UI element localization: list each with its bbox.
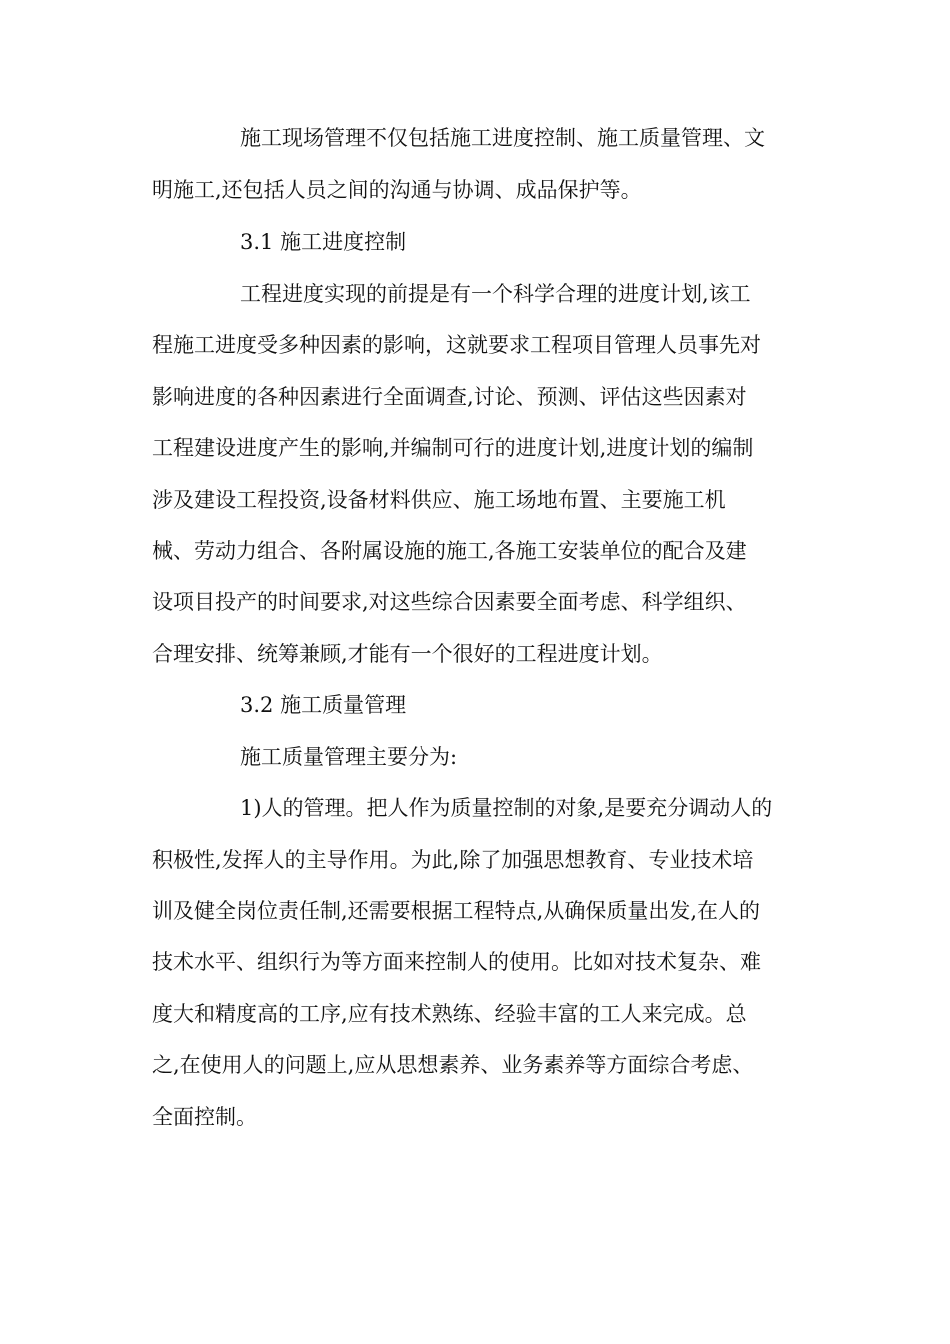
- paragraph-progress-line-8: 合理安排、统筹兼顾,才能有一个很好的工程进度计划。: [152, 642, 663, 666]
- paragraph-people-line-2: 积极性,发挥人的主导作用。为此,除了加强思想教育、专业技术培: [152, 848, 754, 872]
- paragraph-people-line-7: 全面控制。: [152, 1105, 257, 1129]
- paragraph-progress-line-3: 影响进度的各种因素进行全面调查,讨论、预测、评估这些因素对: [152, 385, 747, 409]
- paragraph-people-line-1: 1)人的管理。把人作为质量控制的对象,是要充分调动人的: [240, 796, 773, 820]
- paragraph-intro-line-2: 明施工,还包括人员之间的沟通与协调、成品保护等。: [152, 178, 642, 202]
- paragraph-people-line-4: 技术水平、组织行为等方面来控制人的使用。比如对技术复杂、难: [152, 950, 761, 974]
- paragraph-progress-line-2: 程施工进度受多种因素的影响，这就要求工程项目管理人员事先对: [152, 333, 761, 357]
- paragraph-intro-line-1: 施工现场管理不仅包括施工进度控制、施工质量管理、文: [240, 126, 765, 150]
- paragraph-progress-line-1: 工程进度实现的前提是有一个科学合理的进度计划,该工: [240, 282, 751, 306]
- paragraph-progress-line-5: 涉及建设工程投资,设备材料供应、施工场地布置、主要施工机: [152, 488, 726, 512]
- section-heading-3-1: 3.1 施工进度控制: [240, 230, 407, 254]
- paragraph-people-line-5: 度大和精度高的工序,应有技术熟练、经验丰富的工人来完成。总: [152, 1002, 747, 1026]
- paragraph-people-line-6: 之,在使用人的问题上,应从思想素养、业务素养等方面综合考虑、: [152, 1053, 754, 1077]
- paragraph-progress-line-4: 工程建设进度产生的影响,并编制可行的进度计划,进度计划的编制: [152, 436, 754, 460]
- section-heading-3-2: 3.2 施工质量管理: [240, 693, 407, 717]
- paragraph-progress-line-6: 械、劳动力组合、各附属设施的施工,各施工安装单位的配合及建: [152, 539, 747, 563]
- paragraph-people-line-3: 训及健全岗位责任制,还需要根据工程特点,从确保质量出发,在人的: [152, 899, 761, 923]
- paragraph-quality-intro: 施工质量管理主要分为:: [240, 745, 458, 769]
- paragraph-progress-line-7: 设项目投产的时间要求,对这些综合因素要全面考虑、科学组织、: [152, 590, 747, 614]
